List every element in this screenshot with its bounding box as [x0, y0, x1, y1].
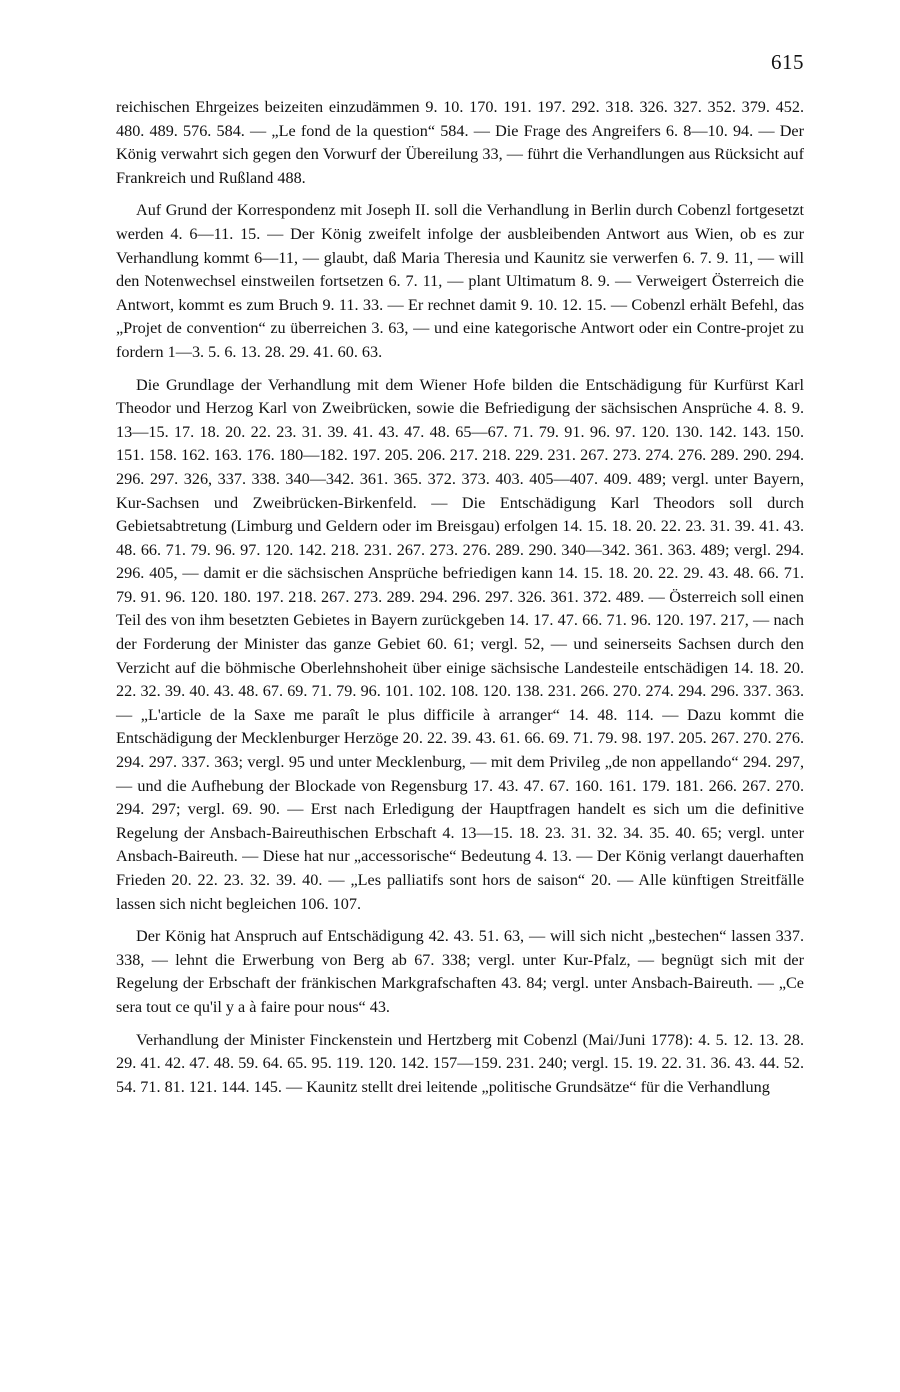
index-paragraph: Auf Grund der Korrespondenz mit Joseph II. soll die Verhandlung in Berlin durch Cobenzl fortgesetzt werden 4. 6—11. 15. — Der König zweifelt infolge der ausbleibenden Antwort aus Wien, ob es zur Verhandlung kommt 6—11, — glaubt, daß Maria Theresia und Kaunitz sie verwerfen 6. 7. 9. 11, — will den Notenwechsel einstweilen fortsetzen 6. 7. 11, — plant Ultimatum 8. 9. — Verweigert Österreich die Antwort, kommt es zum Bruch 9. 11. 33. — Er rechnet damit 9. 10. 12. 15. — Cobenzl erhält Befehl, das „Projet de convention“ zu überreichen 3. 63, — und eine kategorische Antwort oder ein Contre-projet zu fordern 1—3. 5. 6. 13. 28. 29. 41. 60. 63. [116, 201, 804, 361]
index-paragraph: Verhandlung der Minister Finckenstein und Hertzberg mit Cobenzl (Mai/Juni 1778): 4. 5. 12. 13. 28. 29. 41. 42. 47. 48. 59. 64. 65. 95. 119. 120. 142. 157—159. 231. 240; vergl. 15. 19. 22. 31. 36. 43. 44. 52. 54. 71. 81. 121. 144. 145. — Kaunitz stellt drei leitende „politische Grundsätze“ für die Verhandlung [116, 1030, 804, 1096]
page-number: 615 [771, 50, 804, 74]
index-paragraph: reichischen Ehrgeizes beizeiten einzudämmen 9. 10. 170. 191. 197. 292. 318. 326. 327. 352. 379. 452. 480. 489. 576. 584. — „Le fond de la question“ 584. — Die Frage des Angreifers 6. 8—10. 94. — Der König verwahrt sich gegen den Vorwurf der Übereilung 33, — führt die Verhandlungen aus Rücksicht auf Frankreich und Rußland 488. [116, 98, 804, 187]
index-paragraph: Der König hat Anspruch auf Entschädigung 42. 43. 51. 63, — will sich nicht „bestechen“ lassen 337. 338, — lehnt die Erwerbung von Berg ab 67. 338; vergl. unter Kur-Pfalz, — begnügt sich mit der Regelung der Erbschaft der fränkischen Markgrafschaften 43. 84; vergl. unter Ansbach-Baireuth. — „Ce sera tout ce qu'il y a à faire pour nous“ 43. [116, 927, 804, 1016]
index-paragraph: Die Grundlage der Verhandlung mit dem Wiener Hofe bilden die Entschädigung für Kurfürst Karl Theodor und Herzog Karl von Zweibrücken, sowie die Befriedigung der sächsischen Ansprüche 4. 8. 9. 13—15. 17. 18. 20. 22. 23. 31. 39. 41. 43. 47. 48. 65—67. 71. 79. 91. 96. 97. 120. 130. 142. 143. 150. 151. 158. 162. 163. 176. 180—182. 197. 205. 206. 217. 218. 229. 231. 267. 273. 274. 276. 289. 290. 294. 296. 297. 326, 337. 338. 340—342. 361. 365. 372. 373. 403. 405—407. 409. 489; vergl. unter Bayern, Kur-Sachsen und Zweibrücken-Birkenfeld. — Die Entschädigung Karl Theodors soll durch Gebietsabtretung (Limburg und Geldern oder im Breisgau) erfolgen 14. 15. 18. 20. 22. 23. 31. 39. 41. 43. 48. 66. 71. 79. 96. 97. 120. 142. 218. 231. 267. 273. 276. 289. 290. 340—342. 361. 363. 489; vergl. 294. 296. 405, — damit er die sächsischen Ansprüche befriedigen kann 14. 15. 18. 20. 22. 29. 43. 48. 66. 71. 79. 91. 96. 120. 180. 197. 218. 267. 273. 289. 294. 296. 297. 326. 361. 372. 489. — Österreich soll einen Teil des von ihm besetzten Gebietes in Bayern zurückgeben 14. 17. 47. 66. 71. 96. 120. 197. 217, — nach der Forderung der Minister das ganze Gebiet 60. 61; vergl. 52, — und seinerseits Sachsen durch den Verzicht auf die böhmische Oberlehnshoheit über einige sächsische Landesteile entschädigen 14. 18. 20. 22. 32. 39. 40. 43. 48. 67. 69. 71. 79. 96. 101. 102. 108. 120. 138. 231. 266. 270. 274. 294. 296. 337. 363. — „L'article de la Saxe me paraît le plus difficile à arranger“ 14. 48. 114. — Dazu kommt die Entschädigung der Mecklenburger Herzöge 20. 22. 39. 43. 61. 66. 69. 71. 79. 98. 197. 205. 267. 270. 276. 294. 297. 337. 363; vergl. 95 und unter Mecklenburg, — mit dem Privileg „de non appellando“ 294. 297, — und die Aufhebung der Blockade von Regensburg 17. 43. 47. 67. 160. 161. 179. 181. 266. 267. 270. 294. 297; vergl. 69. 90. — Erst nach Erledigung der Hauptfragen handelt es sich um die definitive Regelung der Ansbach-Baireuthischen Erbschaft 4. 13—15. 18. 23. 31. 32. 34. 35. 40. 65; vergl. unter Ansbach-Baireuth. — Diese hat nur „accessorische“ Bedeutung 4. 13. — Der König verlangt dauerhaften Frieden 20. 22. 23. 32. 39. 40. — „Les palliatifs sont hors de saison“ 20. — Alle künftigen Streitfälle lassen sich nicht begleichen 106. 107. [116, 375, 804, 913]
index-body [116, 96, 804, 1099]
